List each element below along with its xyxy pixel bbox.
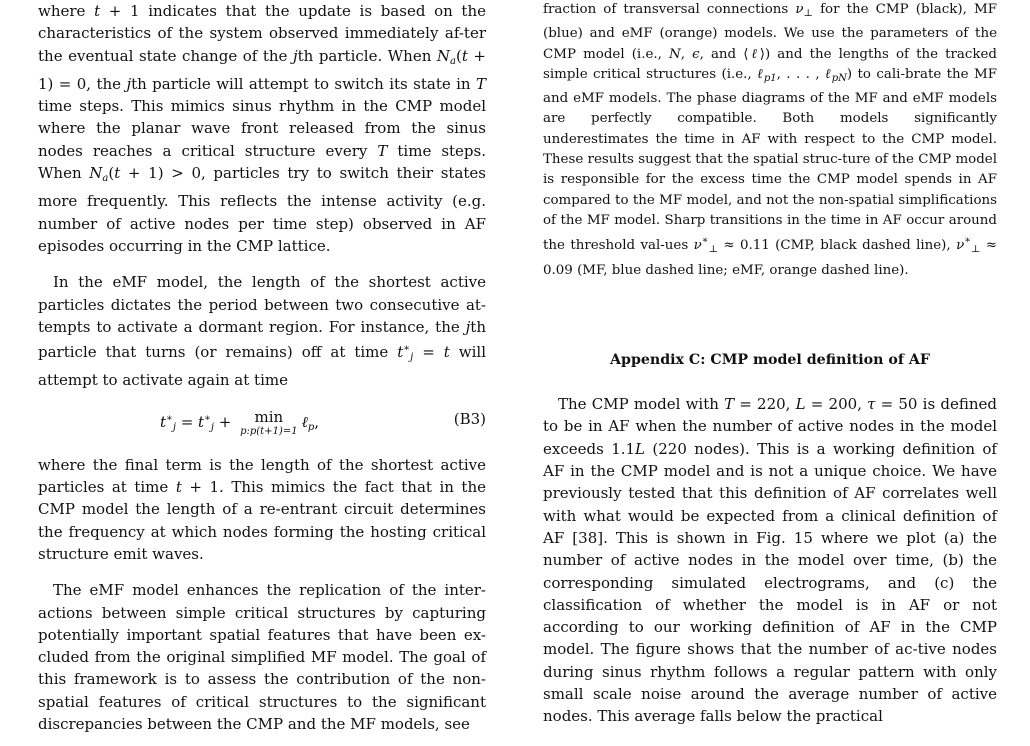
- equation-number: (B3): [453, 409, 486, 428]
- figure-caption-continued: fraction of transversal connections $\nu_\perp$ for the CMP (black), MF (blue) and eMF (orange) models. We use the parameters of the CMP model (i.e., N, ϵ, and ⟨ℓ⟩) and the lengths of the tracked simple critical structures (i.e., ℓ$_{p1}$, . . . , ℓ$_{pN}$) to cali-brate the MF and eMF models. The phase diagrams of the MF and eMF models are perfectly compatible. Both models significantly underestimates the time in AF with respect to the CMP model. These results suggest that the spatial struc-ture of the CMP model is responsible for the excess time the CMP model spends in AF compared to the MF model, and not the non-spatial simplifications of the MF model. Sharp transitions in the time in AF occur around the threshold val-ues $\nu^∗_\perp \approx 0.11$ (CMP, black dashed line), $\nu^∗_\perp \approx 0.09$ (MF, blue dashed line; eMF, orange dashed line).: [543, 2, 998, 278]
- left-column: [38, 0, 486, 735]
- paragraph-final-term: where the final term is the length of the shortest active particles at time t + 1. This mimics the fact that in the CMP model the length of a re-entrant circuit determines the frequency at which nodes forming the hosting critical structure emit waves.: [38, 455, 486, 563]
- equation-min-operator: min p:p(t+1)=1: [240, 407, 298, 437]
- equation-b3: [38, 406, 486, 446]
- paragraph-particle-update: where t + 1 indicates that the update is based on the characteristics of the system observed immediately af-ter the eventual state change of the jth particle. When $N_a(t + 1) = 0$, the jth particle will attempt to switch its state in T time steps. This mimics sinus rhythm in the CMP model where the planar wave front released from the sinus nodes reaches a critical structure every T time steps. When $N_a(t + 1) > 0$, particles try to switch their states more frequently. This reflects the intense activity (e.g. number of active nodes per time step) observed in AF episodes occurring in the CMP lattice.: [38, 2, 486, 255]
- section-heading-appendix-c: Appendix C: CMP model definition of AF: [610, 351, 930, 368]
- paragraph-emf-enhances: The eMF model enhances the replication of the inter-actions between simple critical structures by capturing potentially important spatial features that have been ex-cluded from the original simplified MF model. The goal of this framework is to assess the contribution of the non-spatial features of critical structures to the significant discrepancies between the CMP and the MF models, see: [38, 581, 486, 734]
- right-column: [543, 0, 997, 728]
- paragraph-emf-period: In the eMF model, the length of the shortest active particles dictates the period between two consecutive at-tempts to activate a dormant region. For instance, the jth particle that turns (or remains) off at time $t^∗_j = t$ will attempt to activate again at time: [38, 273, 487, 390]
- equation-body: $t^∗_j = t^∗_j$ + min p:p(t+1)=1 ℓ$_p$,: [160, 407, 320, 437]
- paragraph-cmp-af-definition: The CMP model with T = 220, L = 200, τ = 50 is defined to be in AF when the number of active nodes in the model exceeds 1.1L (220 nodes). This is a working definition of AF in the CMP model and is not a unique choice. We have previously tested that this definition of AF correlates well with what would be expected from a clinical definition of AF [38]. This is shown in Fig. 15 where we plot (a) the number of active nodes in the model over time, (b) the corresponding simulated electrograms, and (c) the classification of whether the model is in AF or not according to our working definition of AF in the CMP model. The figure shows that the number of ac-tive nodes during sinus rhythm follows a regular pattern with only small scale noise around the average number of active nodes. This average falls below the practical: [543, 395, 997, 726]
